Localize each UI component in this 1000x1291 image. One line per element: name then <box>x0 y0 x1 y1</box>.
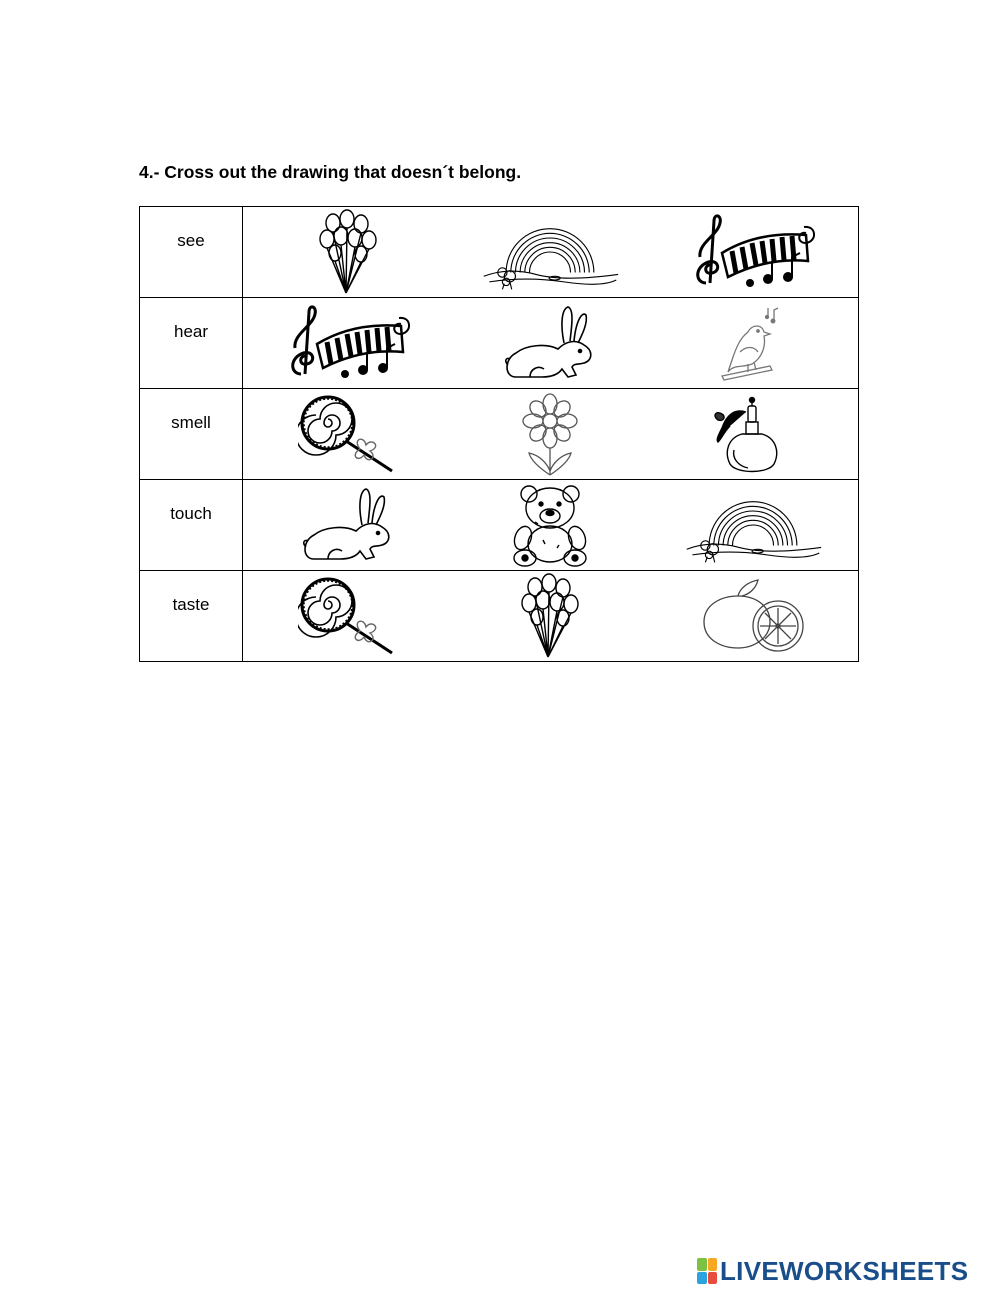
lollipop-icon[interactable] <box>278 572 418 660</box>
singing-bird-icon[interactable] <box>683 299 823 387</box>
lollipop-icon[interactable] <box>278 390 418 478</box>
rainbow-icon[interactable] <box>683 481 823 569</box>
sense-label: taste <box>140 571 243 662</box>
liveworksheets-logo <box>697 1256 968 1286</box>
rabbit-icon[interactable] <box>480 299 620 387</box>
logo-text: LIVEWORKSHEETS <box>720 1255 969 1286</box>
music-keyboard-icon[interactable] <box>278 299 418 387</box>
table-row <box>140 480 859 571</box>
balloons-icon[interactable] <box>480 572 620 660</box>
logo-mark-icon <box>697 1258 717 1284</box>
pictures-cell <box>243 389 859 480</box>
table-row <box>140 389 859 480</box>
instruction-title: 4.- Cross out the drawing that doesn´t belong. <box>139 162 522 182</box>
pictures-cell <box>243 480 859 571</box>
table-row <box>140 571 859 662</box>
table-row <box>140 207 859 298</box>
teddy-bear-icon[interactable] <box>480 481 620 569</box>
pictures-cell <box>243 571 859 662</box>
senses-table <box>139 206 859 662</box>
balloons-icon[interactable] <box>278 208 418 296</box>
sense-label: see <box>140 207 243 298</box>
music-keyboard-icon[interactable] <box>683 208 823 296</box>
rabbit-icon[interactable] <box>278 481 418 569</box>
rainbow-icon[interactable] <box>480 208 620 296</box>
flower-icon[interactable] <box>480 390 620 478</box>
sense-label: hear <box>140 298 243 389</box>
sense-label: touch <box>140 480 243 571</box>
lemon-icon[interactable] <box>683 572 823 660</box>
perfume-bottle-icon[interactable] <box>683 390 823 478</box>
table-row <box>140 298 859 389</box>
pictures-cell <box>243 207 859 298</box>
sense-label: smell <box>140 389 243 480</box>
pictures-cell <box>243 298 859 389</box>
